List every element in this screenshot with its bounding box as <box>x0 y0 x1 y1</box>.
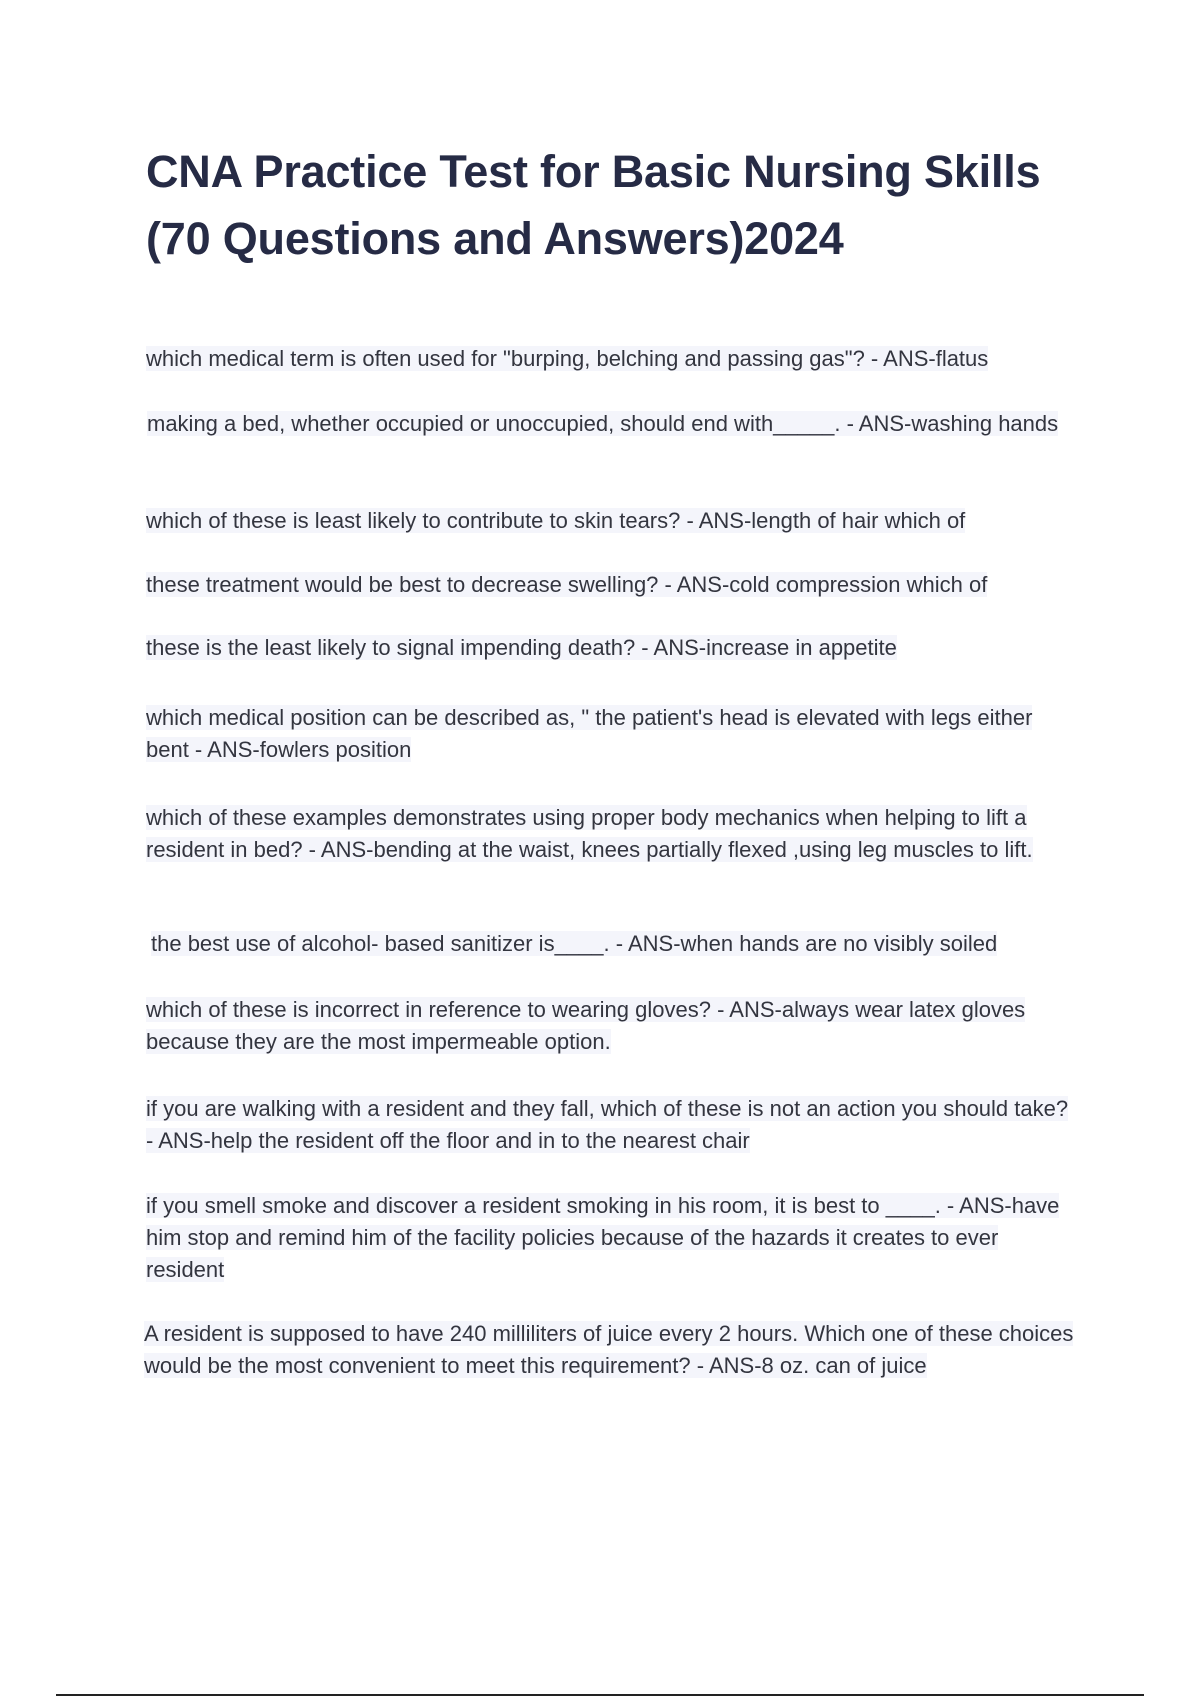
qa-item-11 <box>146 1190 1071 1286</box>
qa-item-8-text: the best use of alcohol- based sanitizer is____. - ANS-when hands are no visibly soiled <box>151 931 998 956</box>
qa-item-3-text: which of these is least likely to contribute to skin tears? - ANS-length of hair which of <box>146 508 966 533</box>
footer-divider <box>56 1694 1144 1696</box>
qa-item-9 <box>146 994 1076 1058</box>
qa-item-1-text: which medical term is often used for "burping, belching and passing gas"? - ANS-flatus <box>146 346 989 371</box>
qa-item-2-text: making a bed, whether occupied or unoccupied, should end with_____. - ANS-washing hands <box>147 411 1059 436</box>
qa-item-10-text: if you are walking with a resident and they fall, which of these is not an action you should take? - ANS-help the resident off the floor and in to the nearest chair <box>146 1096 1069 1153</box>
qa-item-7 <box>146 802 1076 866</box>
qa-item-1 <box>146 343 1086 375</box>
qa-item-6 <box>146 702 1066 766</box>
qa-item-4-text: these treatment would be best to decrease swelling? - ANS-cold compression which of <box>146 572 988 597</box>
qa-item-3 <box>146 505 1086 537</box>
qa-item-12-text: A resident is supposed to have 240 milliliters of juice every 2 hours. Which one of these choices would be the most convenient to meet this requirement? - ANS-8 oz. can of juice <box>144 1321 1074 1378</box>
document-title: CNA Practice Test for Basic Nursing Skills (70 Questions and Answers)2024 <box>146 146 1041 264</box>
qa-item-5 <box>146 632 1086 664</box>
qa-item-2 <box>147 408 1082 440</box>
qa-item-10 <box>146 1093 1071 1157</box>
qa-item-6-text: which medical position can be described as, " the patient's head is elevated with legs either bent - ANS-fowlers position <box>146 705 1033 762</box>
qa-item-5-text: these is the least likely to signal impending death? - ANS-increase in appetite <box>146 635 897 660</box>
qa-item-12 <box>144 1318 1089 1382</box>
qa-item-4 <box>146 569 1086 601</box>
qa-item-11-text: if you smell smoke and discover a resident smoking in his room, it is best to ____. - ANS-have him stop and remind him of the facility policies because of the hazards it creates to ever resident <box>146 1193 1060 1282</box>
qa-item-9-text: which of these is incorrect in reference to wearing gloves? - ANS-always wear latex gloves because they are the most impermeable option. <box>146 997 1026 1054</box>
qa-item-8 <box>151 928 1141 960</box>
qa-item-7-text: which of these examples demonstrates using proper body mechanics when helping to lift a resident in bed? - ANS-bending at the waist, knees partially flexed ,using leg muscles to lift. <box>146 805 1033 862</box>
